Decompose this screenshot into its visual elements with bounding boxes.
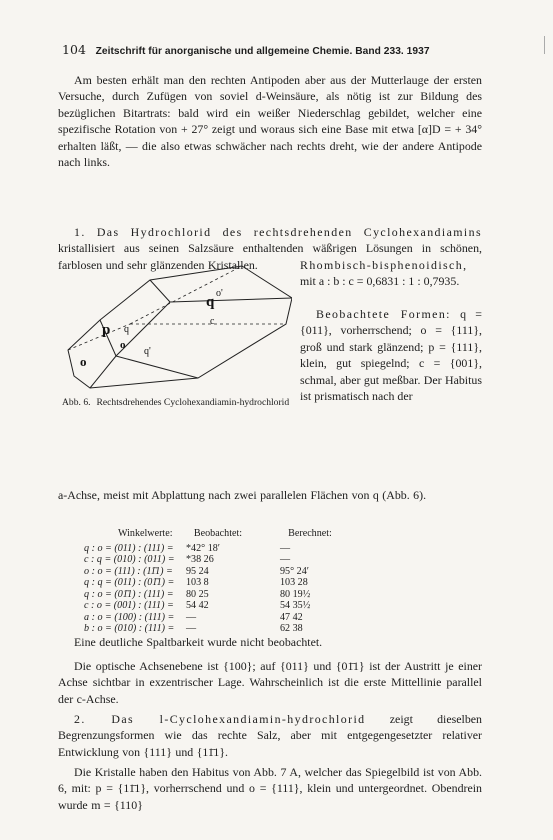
- paragraph-antipode: Am besten erhält man den rechten Antipoden aber aus der Mutterlauge der ersten Versuche, durch Zufügen von soviel d-Weinsäure, als nötig ist zur Bildung des bezüglichen Bitartrats: bald wird ein weißer Niederschlag gebildet, welcher eine spezifische Rotation von + 27° zeigt und woraus sich eine Base mit etwa [α]D = + 34° erhalten läßt, — die also etwas schwächer nach rechts dreht, wie der andere Antipode nach links.: [58, 73, 482, 170]
- paragraph-habitus-links: Die Kristalle haben den Habitus von Abb. 7 A, welcher das Spiegelbild ist von Abb. 6, mit: p = {11̄1}, vorherrschend und o = {111}, klein und untergeordnet. Obendrein wurde m = {110}: [58, 765, 482, 812]
- angle-label: c : q = (010) : (011) =: [84, 554, 175, 565]
- observed-value: 54 42: [186, 600, 209, 611]
- axis-ratio: mit a : b : c = 0,6831 : 1 : 0,7935.: [300, 274, 460, 289]
- face-label: q': [144, 346, 151, 357]
- face-label: o: [120, 339, 126, 351]
- crystal-system-heading: Rhombisch-bisphenoidisch,: [300, 258, 468, 272]
- table-row: [84, 554, 340, 566]
- calculated-value: 103 28: [280, 577, 308, 588]
- face-label: o': [216, 288, 223, 299]
- table-row: [84, 623, 340, 635]
- face-label: o: [80, 354, 87, 369]
- journal-title: Zeitschrift für anorganische und allgemeine Chemie. Band 233. 1937: [95, 46, 430, 57]
- face-label: p: [102, 322, 111, 338]
- crystal-edge: [90, 356, 116, 388]
- angle-label: c : o = (001) : (111) =: [84, 600, 174, 611]
- face-label: c: [210, 316, 215, 327]
- table-row: [84, 577, 340, 589]
- calculated-value: —: [280, 542, 291, 554]
- calculated-value: 62 38: [280, 623, 303, 634]
- angle-label: q : o = (011) : (111) =: [84, 542, 174, 554]
- table-row: [84, 612, 340, 624]
- paragraph-l-hydrochlorid: [58, 711, 482, 760]
- angle-label: o : o = (111) : (11̄1) =: [84, 565, 173, 577]
- forms-text: q = {011}, vorherrschend; o = {111}, groß und stark glänzend; p = {111}, klein, gut spiegelnd; c = {001}, schmal, aber gut meßbar. Der Habitus ist prismatisch nach der: [300, 307, 482, 404]
- calculated-value: 95° 24′: [280, 565, 309, 577]
- table-row: [84, 600, 340, 612]
- table-row: [84, 543, 340, 555]
- face-label: q: [124, 324, 129, 335]
- angle-table: [84, 528, 340, 635]
- observed-value: —: [186, 611, 197, 623]
- observed-value: *38 26: [186, 554, 214, 565]
- crystal-edge: [150, 280, 170, 302]
- calculated-value: 80 19½: [280, 588, 311, 600]
- calculated-value: —: [280, 554, 291, 565]
- figure-caption-label: Abb. 6.: [62, 397, 91, 408]
- column-header: Beobachtet:: [193, 528, 243, 539]
- paragraph-crystal-system: [300, 257, 482, 290]
- observed-value: —: [186, 623, 197, 634]
- calculated-value: 47 42: [280, 611, 303, 623]
- paragraph-forms: [300, 306, 482, 405]
- running-header: [62, 42, 510, 57]
- angle-label: q : o = (01̄1) : (111) =: [84, 588, 174, 600]
- crystal-figure: [60, 258, 292, 392]
- figure-caption: [62, 398, 292, 409]
- paragraph-optik: Die optische Achsenebene ist {100}; auf {011} und {01̄1} ist der Austritt je einer Achse sichtbar in exzentrischer Lage. Wahrscheinlich ist die erste Mittellinie parallel der c-Achse.: [58, 659, 482, 706]
- observed-value: 80 25: [186, 588, 209, 600]
- face-label: q: [206, 294, 215, 310]
- table-header-row: [84, 528, 340, 543]
- page-number: 104: [62, 42, 87, 57]
- observed-value: *42° 18′: [186, 542, 221, 554]
- column-header: Berechnet:: [288, 528, 332, 539]
- section-text-links: zeigt dieselben Begrenzungsformen wie das rechte Salz, aber mit entgegengesetzter relativer Entwicklung von {111} und {11̄1}.: [58, 712, 482, 759]
- section-heading-links: 2. Das l-Cyclohexandiamin-hydrochlorid: [74, 712, 366, 726]
- section-text-rechts: kristallisiert aus seinen Salzsäure enthaltenden wäßrigen Lösungen in schönen, farblosen und sehr glänzenden Kristallen.: [58, 241, 482, 272]
- page-edge-mark: [544, 36, 545, 54]
- angle-label: a : o = (100) : (111) =: [84, 611, 175, 623]
- observed-value: 103 8: [186, 577, 209, 588]
- calculated-value: 54 35½: [280, 600, 311, 611]
- table-row: [84, 589, 340, 601]
- section-heading-rechts: 1. Das Hydrochlorid des rechtsdrehenden Cyclohexandiamins: [74, 225, 482, 239]
- paragraph-spaltbarkeit: Eine deutliche Spaltbarkeit wurde nicht beobachtet.: [74, 635, 323, 649]
- angle-label: q : q = (011) : (01̄1) =: [84, 577, 175, 588]
- angle-label: b : o = (010) : (111) =: [84, 623, 175, 634]
- crystal-edge: [116, 356, 198, 378]
- figure-caption-text: Rechtsdrehendes Cyclohexandiamin-hydrochlorid: [96, 397, 290, 408]
- column-header: Winkelwerte:: [118, 528, 173, 539]
- forms-heading: Beobachtete Formen:: [316, 307, 451, 321]
- table-row: [84, 566, 340, 578]
- crystal-edge: [170, 298, 292, 302]
- paragraph-habitus: a-Achse, meist mit Abplattung nach zwei parallelen Flächen von q (Abb. 6).: [58, 488, 427, 502]
- observed-value: 95 24: [186, 565, 209, 577]
